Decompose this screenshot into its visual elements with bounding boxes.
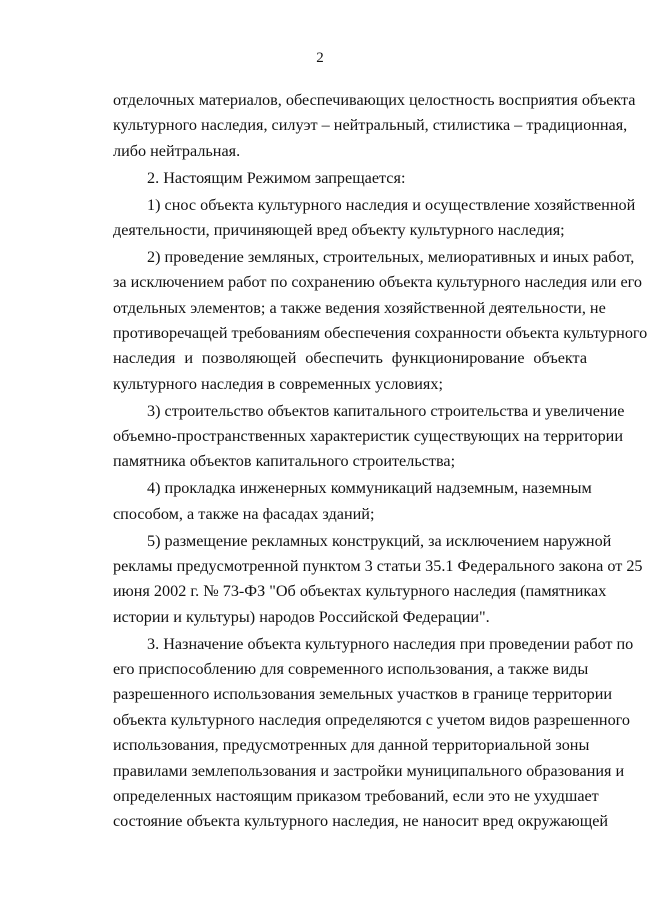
list-item-4-line: 4) прокладка инженерных коммуникаций надземным, наземным xyxy=(147,479,592,498)
paragraph-3-line: его приспособлению для современного использования, а также виды xyxy=(113,660,589,679)
text-line: либо нейтральная. xyxy=(113,141,241,160)
document-body xyxy=(113,88,647,835)
paragraph-3-line: разрешенного использования земельных участков в границе территории xyxy=(113,685,613,704)
list-item-2-line: за исключением работ по сохранению объекта культурного наследия или его xyxy=(113,273,643,292)
list-item-4-line: способом, а также на фасадах зданий; xyxy=(113,504,375,523)
list-item-1-line: деятельности, причиняющей вред объекту культурного наследия; xyxy=(113,220,565,239)
list-item-3-line: объемно-пространственных характеристик существующих на территории xyxy=(113,427,624,446)
paragraph-3-line: 3. Назначение объекта культурного наследия при проведении работ по xyxy=(147,634,634,653)
text-line: отделочных материалов, обеспечивающих целостность восприятия объекта xyxy=(113,91,636,109)
list-item-3-line: 3) строительство объектов капитального строительства и увеличение xyxy=(147,401,625,420)
paragraph-heading-2: 2. Настоящим Режимом запрещается: xyxy=(147,168,406,187)
text-line: культурного наследия, силуэт – нейтральный, стилистика – традиционная, xyxy=(113,116,628,135)
list-item-2-line: отдельных элементов; а также ведения хозяйственной деятельности, не xyxy=(113,298,606,317)
list-item-5-line: рекламы предусмотренной пунктом 3 статьи 35.1 Федерального закона от 25 xyxy=(113,557,643,576)
list-item-1-line: 1) снос объекта культурного наследия и осуществление хозяйственной xyxy=(147,195,636,214)
page-number: 2 xyxy=(316,50,324,66)
paragraph-3-line: использования, предусмотренных для данной территориальной зоны xyxy=(113,736,590,755)
paragraph-3-line: объекта культурного наследия определяются с учетом видов разрешенного xyxy=(113,710,631,729)
list-item-2-line: 2) проведение земляных, строительных, мелиоративных и иных работ, xyxy=(147,247,635,266)
list-item-5-line: истории и культуры) народов Российской Федерации". xyxy=(113,607,490,626)
paragraph-3-line: правилами землепользования и застройки муниципального образования и xyxy=(113,761,625,780)
paragraph-3-line: состояние объекта культурного наследия, не наносит вред окружающей xyxy=(113,812,609,831)
list-item-2-line: наследия и позволяющей обеспечить функционирование объекта xyxy=(113,349,587,368)
paragraph-3-line: определенных настоящим приказом требований, если это не ухудшает xyxy=(113,787,599,806)
list-item-2-line: противоречащей требованиям обеспечения сохранности объекта культурного xyxy=(113,324,647,343)
list-item-5-line: июня 2002 г. № 73-ФЗ "Об объектах культурного наследия (памятниках xyxy=(113,582,607,601)
list-item-3-line: памятника объектов капитального строительства; xyxy=(113,452,456,471)
list-item-2-line: культурного наследия в современных условиях; xyxy=(113,374,443,393)
list-item-5-line: 5) размещение рекламных конструкций, за исключением наружной xyxy=(147,531,612,550)
